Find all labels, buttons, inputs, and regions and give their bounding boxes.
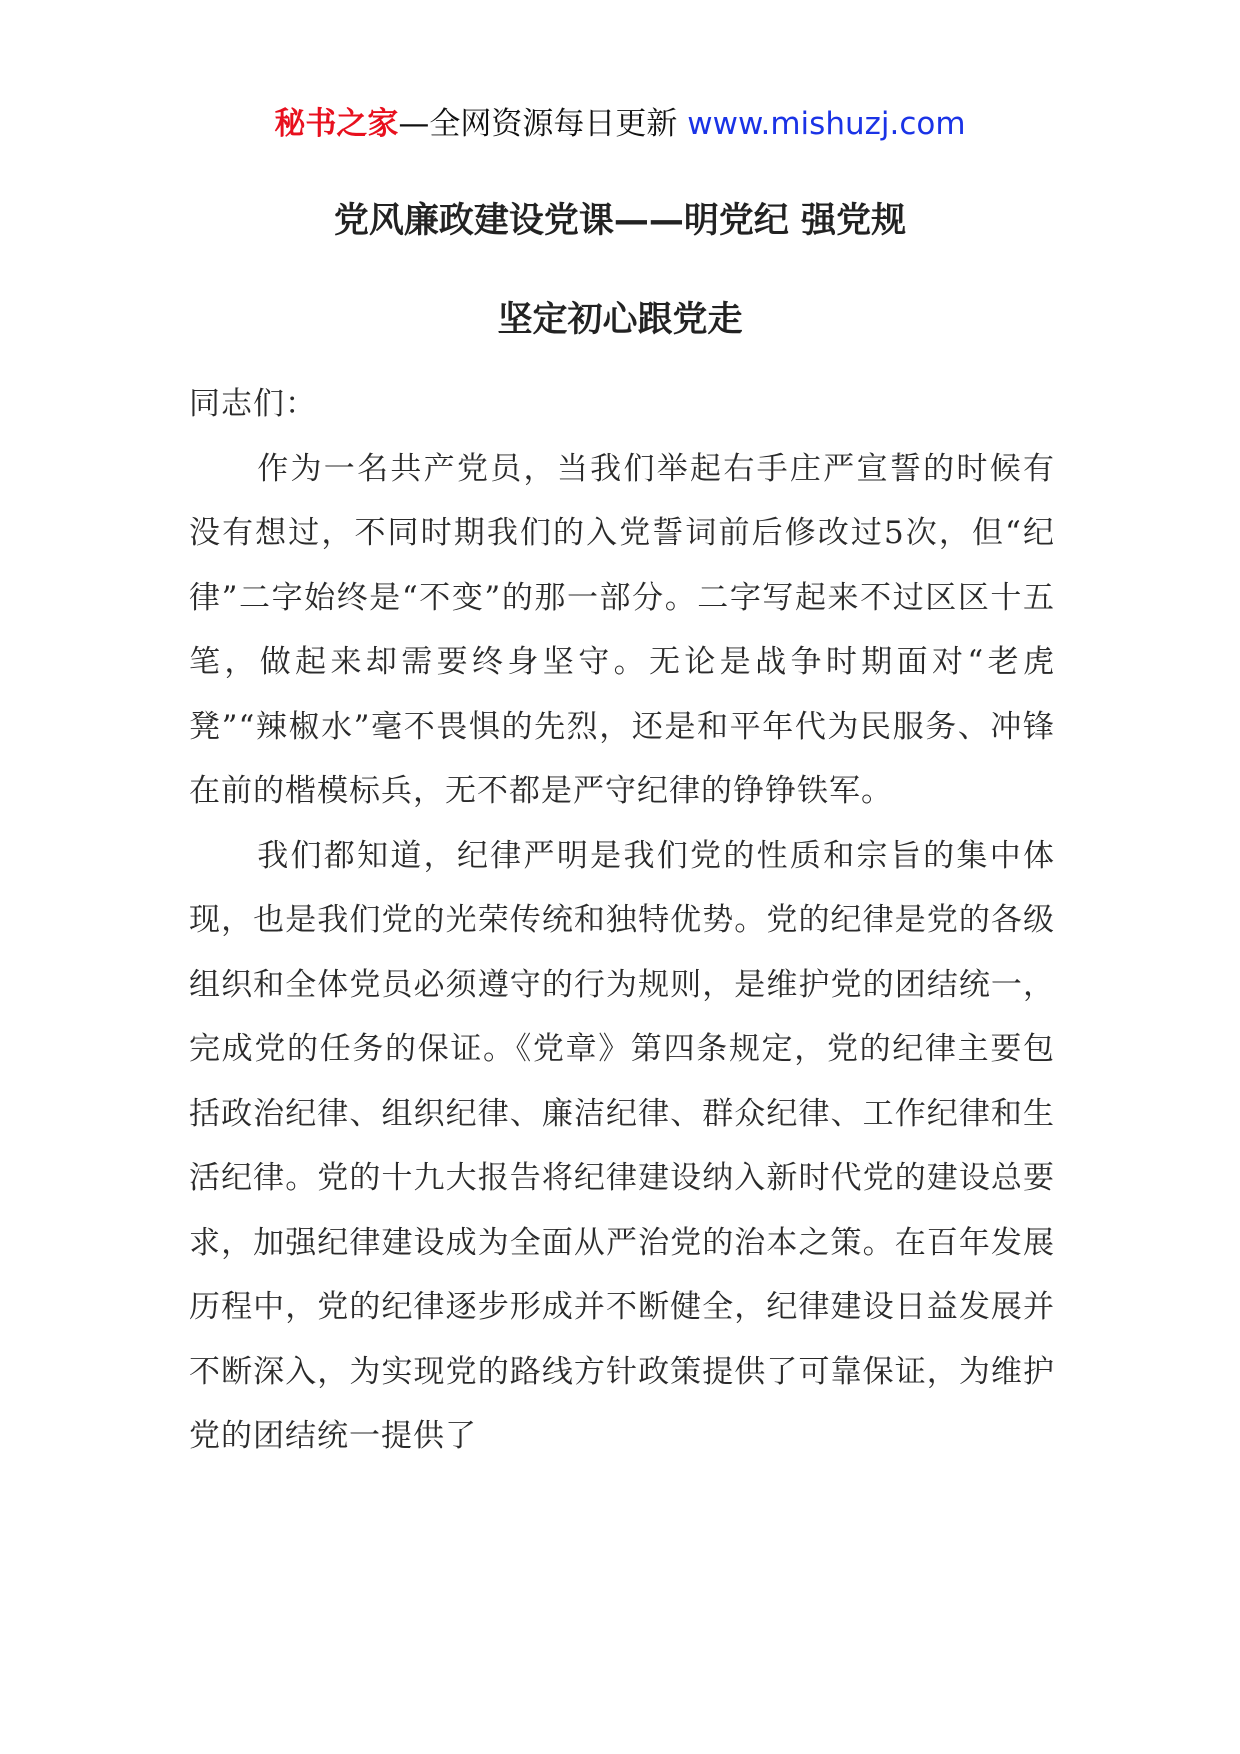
body-paragraph: 我们都知道，纪律严明是我们党的性质和宗旨的集中体现，也是我们党的光荣传统和独特优势。党的纪律是党的各级组织和全体党员必须遵守的行为规则，是维护党的团结统一，完成党的任务的保证。《党章》第四条规定，党的纪律主要包括政治纪律、组织纪律、廉洁纪律、群众纪律、工作纪律和生活纪律。党的十九大报告将纪律建设纳入新时代党的建设总要求，加强纪律建设成为全面从严治党的治本之策。在百年发展历程中，党的纪律逐步形成并不断健全，纪律建设日益发展并不断深入，为实现党的路线方针政策提供了可靠保证，为维护党的团结统一提供了 (189, 837, 1055, 1454)
site-url-link[interactable]: www.mishuzj.com (687, 106, 966, 142)
greeting: 同志们： (189, 386, 317, 422)
site-header (0, 100, 1240, 148)
header-tagline: —全网资源每日更新 (398, 106, 678, 142)
brand-name: 秘书之家 (274, 106, 399, 142)
document-title: 党风廉政建设党课——明党纪 强党规 (333, 201, 907, 241)
document-body (189, 372, 1055, 1469)
body-paragraph: 作为一名共产党员，当我们举起右手庄严宣誓的时候有没有想过，不同时期我们的入党誓词前后修改过5次，但“纪律”二字始终是“不变”的那一部分。二字写起来不过区区十五笔，做起来却需要终身坚守。无论是战争时期面对“老虎凳”“辣椒水”毫不畏惧的先烈，还是和平年代为民服务、冲锋在前的楷模标兵，无不都是严守纪律的铮铮铁军。 (189, 450, 1055, 809)
document-subtitle: 坚定初心跟党走 (497, 300, 743, 340)
